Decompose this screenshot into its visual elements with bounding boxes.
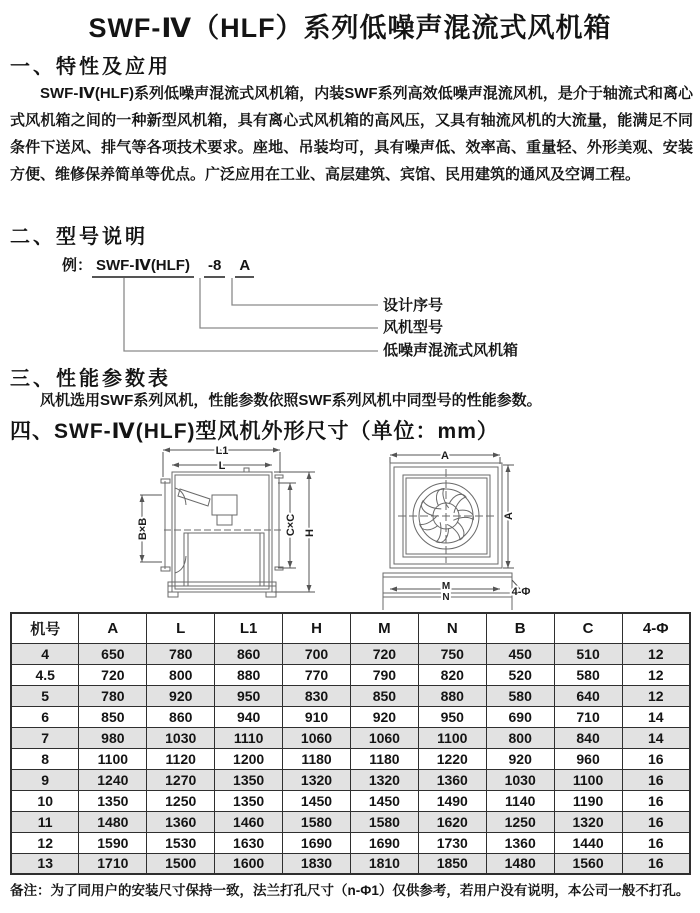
callout-fan-model: 风机型号: [383, 319, 444, 336]
table-cell: 780: [79, 685, 147, 706]
table-cell: 880: [418, 685, 486, 706]
remark-note: 备注：为了同用户的安装尺寸保持一致，法兰打孔尺寸（n-Φ1）仅供参考，若用户没有说明，本公司一般不打孔。: [10, 883, 690, 898]
table-cell: 1710: [79, 853, 147, 874]
table-cell: 820: [418, 664, 486, 685]
dim-label-L1: L1: [215, 445, 229, 457]
table-cell: 860: [147, 706, 215, 727]
table-cell: 960: [554, 748, 622, 769]
table-cell: 1320: [283, 769, 351, 790]
table-cell: 830: [283, 685, 351, 706]
table-cell: 1250: [147, 790, 215, 811]
table-cell: 1580: [350, 811, 418, 832]
table-cell: 920: [147, 685, 215, 706]
dimension-table-header-row: [11, 613, 690, 643]
table-cell: 1120: [147, 748, 215, 769]
table-cell: 850: [350, 685, 418, 706]
model-example-size: -8: [204, 257, 225, 278]
table-cell: 14: [622, 706, 690, 727]
table-cell: 640: [554, 685, 622, 706]
column-header: A: [79, 613, 147, 643]
table-cell: 8: [11, 748, 79, 769]
table-cell: 580: [554, 664, 622, 685]
table-cell: 16: [622, 748, 690, 769]
callout-design-serial: 设计序号: [383, 297, 444, 314]
table-cell: 1240: [79, 769, 147, 790]
table-cell: 6: [11, 706, 79, 727]
table-row: [11, 706, 690, 727]
table-cell: 940: [215, 706, 283, 727]
table-cell: 980: [79, 727, 147, 748]
section2-heading: 二、型号说明: [10, 226, 148, 248]
table-row: [11, 853, 690, 874]
column-header: L: [147, 613, 215, 643]
table-cell: 1270: [147, 769, 215, 790]
table-cell: 1100: [554, 769, 622, 790]
table-cell: 450: [486, 643, 554, 664]
fan-box-side-view-drawing: [128, 443, 323, 611]
table-cell: 1190: [554, 790, 622, 811]
table-cell: 12: [622, 685, 690, 706]
table-cell: 4: [11, 643, 79, 664]
table-cell: 1360: [486, 832, 554, 853]
table-cell: 1100: [79, 748, 147, 769]
table-cell: 1350: [215, 769, 283, 790]
model-example-series: SWF-Ⅳ(HLF): [92, 257, 194, 278]
table-cell: 1320: [350, 769, 418, 790]
table-cell: 12: [622, 643, 690, 664]
table-cell: 1690: [350, 832, 418, 853]
table-cell: 1460: [215, 811, 283, 832]
table-cell: 750: [418, 643, 486, 664]
table-cell: 1140: [486, 790, 554, 811]
dim-label-A-right: A: [503, 512, 515, 520]
table-cell: 12: [622, 664, 690, 685]
table-row: [11, 727, 690, 748]
table-cell: 1480: [486, 853, 554, 874]
table-cell: 850: [79, 706, 147, 727]
table-cell: 800: [486, 727, 554, 748]
dim-label-L: L: [218, 460, 226, 472]
table-cell: 14: [622, 727, 690, 748]
table-row: [11, 748, 690, 769]
table-row: [11, 643, 690, 664]
table-cell: 720: [350, 643, 418, 664]
table-cell: 7: [11, 727, 79, 748]
table-cell: 1690: [283, 832, 351, 853]
table-cell: 1480: [79, 811, 147, 832]
table-cell: 520: [486, 664, 554, 685]
table-row: [11, 811, 690, 832]
table-cell: 1630: [215, 832, 283, 853]
table-cell: 1500: [147, 853, 215, 874]
table-cell: 1560: [554, 853, 622, 874]
dim-label-BxB: B×B: [137, 517, 149, 541]
model-example-line: [62, 254, 254, 275]
column-header: C: [554, 613, 622, 643]
table-cell: 1060: [283, 727, 351, 748]
model-example-prefix: 例：: [62, 257, 93, 274]
table-cell: 840: [554, 727, 622, 748]
table-cell: 11: [11, 811, 79, 832]
table-cell: 1590: [79, 832, 147, 853]
column-header: 4-Φ: [622, 613, 690, 643]
section1-heading: 一、特性及应用: [10, 56, 171, 78]
column-header: M: [350, 613, 418, 643]
table-cell: 790: [350, 664, 418, 685]
table-cell: 1320: [554, 811, 622, 832]
dimension-table-head: [11, 613, 690, 643]
column-header: 机号: [11, 613, 79, 643]
table-cell: 800: [147, 664, 215, 685]
table-cell: 1810: [350, 853, 418, 874]
table-cell: 1180: [283, 748, 351, 769]
table-cell: 13: [11, 853, 79, 874]
table-cell: 1730: [418, 832, 486, 853]
table-cell: 1600: [215, 853, 283, 874]
column-header: N: [418, 613, 486, 643]
table-cell: 1830: [283, 853, 351, 874]
table-cell: 1220: [418, 748, 486, 769]
table-cell: 780: [147, 643, 215, 664]
table-cell: 1350: [79, 790, 147, 811]
table-cell: 700: [283, 643, 351, 664]
table-cell: 16: [622, 853, 690, 874]
table-cell: 510: [554, 643, 622, 664]
dim-label-A-top: A: [441, 450, 449, 462]
table-cell: 1450: [283, 790, 351, 811]
table-row: [11, 790, 690, 811]
fan-box-front-view-drawing: [360, 443, 545, 611]
table-cell: 580: [486, 685, 554, 706]
column-header: L1: [215, 613, 283, 643]
table-cell: 1250: [486, 811, 554, 832]
table-cell: 1060: [350, 727, 418, 748]
model-example-design: A: [235, 257, 254, 278]
dimension-table-body: [11, 643, 690, 874]
table-row: [11, 769, 690, 790]
table-cell: 710: [554, 706, 622, 727]
dim-label-N: N: [442, 592, 450, 603]
table-cell: 770: [283, 664, 351, 685]
table-cell: 920: [486, 748, 554, 769]
table-cell: 12: [11, 832, 79, 853]
table-cell: 1360: [147, 811, 215, 832]
callout-fan-box-name: 低噪声混流式风机箱: [383, 342, 519, 359]
table-cell: 1350: [215, 790, 283, 811]
table-cell: 1180: [350, 748, 418, 769]
section4-heading: 四、SWF-Ⅳ(HLF)型风机外形尺寸（单位：mm）: [10, 420, 499, 443]
table-cell: 16: [622, 769, 690, 790]
table-cell: 860: [215, 643, 283, 664]
dimension-table: [10, 612, 691, 875]
table-cell: 950: [418, 706, 486, 727]
table-cell: 1450: [350, 790, 418, 811]
dim-label-4-phi: 4-Φ: [511, 586, 531, 598]
table-cell: 880: [215, 664, 283, 685]
table-cell: 1850: [418, 853, 486, 874]
table-cell: 1620: [418, 811, 486, 832]
table-cell: 1580: [283, 811, 351, 832]
table-cell: 910: [283, 706, 351, 727]
table-row: [11, 664, 690, 685]
table-cell: 5: [11, 685, 79, 706]
table-cell: 1100: [418, 727, 486, 748]
table-cell: 16: [622, 832, 690, 853]
column-header: H: [283, 613, 351, 643]
table-cell: 950: [215, 685, 283, 706]
table-cell: 690: [486, 706, 554, 727]
table-cell: 1440: [554, 832, 622, 853]
table-cell: 9: [11, 769, 79, 790]
table-cell: 1030: [147, 727, 215, 748]
section1-body: SWF-Ⅳ(HLF)系列低噪声混流式风机箱，内装SWF系列高效低噪声混流风机，是介于轴流式和离心式风机箱之间的一种新型风机箱，具有离心式风机箱的高风压，又具有轴流风机的大流量，能满足不同条件下送风、排气等各项技术要求。座地、吊装均可，具有噪声低、效率高、重量轻、外形美观、安装方便、维修保养简单等优点。广泛应用在工业、高层建筑、宾馆、民用建筑的通风及空调工程。: [10, 85, 693, 183]
table-cell: 650: [79, 643, 147, 664]
table-cell: 1530: [147, 832, 215, 853]
outline-dimension-drawings: [0, 443, 700, 611]
table-cell: 1360: [418, 769, 486, 790]
column-header: B: [486, 613, 554, 643]
dim-label-H: H: [304, 529, 316, 537]
table-cell: 16: [622, 811, 690, 832]
table-cell: 720: [79, 664, 147, 685]
table-cell: 1030: [486, 769, 554, 790]
table-row: [11, 832, 690, 853]
table-cell: 4.5: [11, 664, 79, 685]
table-cell: 16: [622, 790, 690, 811]
table-cell: 1200: [215, 748, 283, 769]
dim-label-CxC: C×C: [285, 513, 297, 537]
table-cell: 1110: [215, 727, 283, 748]
table-cell: 920: [350, 706, 418, 727]
dim-label-M: M: [441, 581, 451, 592]
table-cell: 1490: [418, 790, 486, 811]
section3-heading: 三、性能参数表: [10, 368, 171, 390]
section3-body: 风机选用SWF系列风机，性能参数依照SWF系列风机中同型号的性能参数。: [40, 392, 542, 409]
table-row: [11, 685, 690, 706]
table-cell: 10: [11, 790, 79, 811]
page-title: SWF-Ⅳ（HLF）系列低噪声混流式风机箱: [88, 13, 612, 43]
